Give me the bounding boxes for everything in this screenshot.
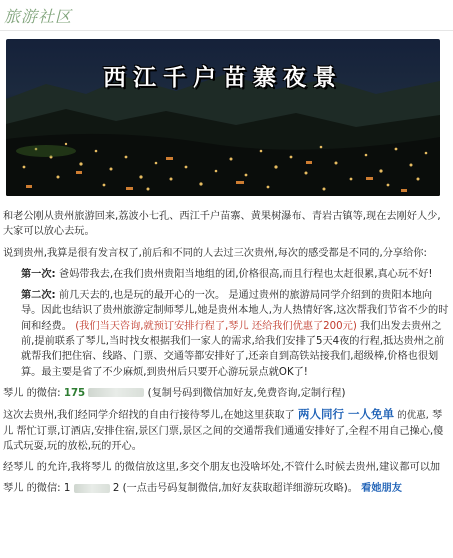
article-body xyxy=(3,209,449,503)
paragraph-second-trip xyxy=(3,288,449,380)
wechat-line xyxy=(3,386,449,401)
wechat-label: 琴儿 的微信: xyxy=(3,387,61,399)
wechat2-label: 琴儿 的微信: xyxy=(3,483,61,495)
top-bar xyxy=(0,0,453,31)
offer-text-a: 这次去贵州,我们经同学介绍找的自由行接待琴儿,在她这里获取了 xyxy=(3,410,295,422)
offer-highlight: 两人同行 一人免单 xyxy=(297,407,394,422)
paragraph-first-trip xyxy=(3,267,449,282)
offer-text-b: 琴儿 帮忙订票,订酒店,安排住宿,景区门票,景区之间的交通帮我们通通安排好了,全程不用自己操心,傻瓜式玩耍,玩的放松,玩的开心。 xyxy=(3,410,444,452)
hero-image xyxy=(6,39,440,196)
wechat2-number-a[interactable]: 1 xyxy=(63,483,71,495)
wechat-note: (复制号码到微信加好友,免费咨询,定制行程) xyxy=(147,387,346,399)
second-trip-label: 第二次: xyxy=(21,290,56,302)
first-trip-label: 第一次: xyxy=(21,268,56,280)
second-trip-text-a: 前几天去的,也是玩的最开心的一次。 是通过贵州的旅游局同学介绍到的贵阳本地向导。因此也结识了贵州旅游定制师琴儿,她是贵州本地人,为人热情好客,这次帮我们节省不少的时间和经费。 xyxy=(21,290,449,332)
first-trip-text: 爸妈带我去,在我们贵州贵阳当地组的团,价格很高,而且行程也太赶很累,真心玩不好! xyxy=(58,268,433,280)
hero-title: 西江千户苗寨夜景 xyxy=(103,64,343,91)
view-friend-link[interactable]: 看她朋友 xyxy=(361,483,402,495)
paragraph-recommend: 经琴儿 的允许,我将琴儿 的微信放这里,多交个朋友也没啥坏处,不管什么时候去贵州,建议都可以加 xyxy=(3,462,441,474)
wechat2-note: (一点击号码复制微信,加好友获取超详细游玩攻略)。 xyxy=(122,483,358,495)
offer-small: 的优惠, xyxy=(397,410,429,422)
paragraph-intro: 和老公刚从贵州旅游回来,荔波小七孔、西江千户苗寨、黄果树瀑布、青岩古镇等,现在去刚好人少,大家可以放心去玩。 xyxy=(3,211,441,238)
wechat-number[interactable]: 175 xyxy=(63,387,86,399)
wechat-line-2 xyxy=(3,481,449,496)
paragraph-context: 说到贵州,我算是很有发言权了,前后和不同的人去过三次贵州,每次的感受都是不同的,分享给你: xyxy=(3,247,427,259)
wechat2-number-blur xyxy=(74,484,110,493)
wechat-number-blur xyxy=(88,388,144,397)
paragraph-offer xyxy=(3,407,449,454)
second-trip-text-b: 我们出发去贵州之前,提前联系了琴儿,当时找女根据我们一家人的需求,给我们安排了5天4夜的行程,抵达贵州之前就帮我们把住宿、线路、门票、交通等都安排好了,还亲自到高铁站接我们,超级棒,价格也很划算。最主要是省了不少麻烦,到贵州后只要开心游玩景点就OK了! xyxy=(21,320,445,378)
site-brand[interactable]: 旅游社区 xyxy=(4,6,73,26)
second-trip-discount: (我们当天咨询,就预订安排行程了,琴儿 还给我们优惠了200元) xyxy=(75,320,357,332)
wechat2-number-b[interactable]: 2 xyxy=(112,483,120,495)
